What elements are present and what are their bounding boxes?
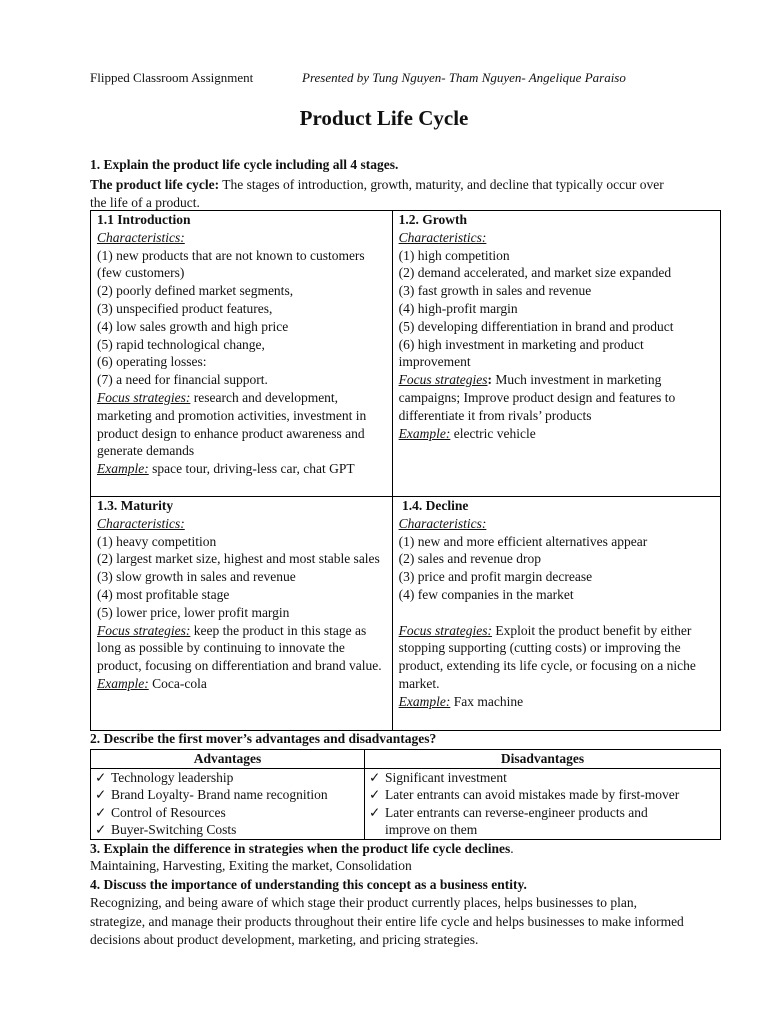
check-icon: ✓ [95, 822, 107, 837]
question-3-period: . [510, 841, 514, 856]
characteristic-item: (4) few companies in the market [398, 586, 574, 602]
characteristics-label: Characteristics: [398, 229, 487, 245]
check-icon: ✓ [95, 787, 107, 802]
check-icon: ✓ [369, 787, 381, 802]
characteristic-item: (4) most profitable stage [97, 586, 230, 602]
characteristic-item: (3) unspecified product features, [97, 300, 273, 316]
stage-title: 1.3. Maturity [97, 498, 174, 513]
focus-strategies [399, 622, 714, 693]
characteristic-item: (2) poorly defined market segments, [97, 283, 294, 299]
disadvantage-text: Later entrants can reverse-engineer products and [385, 804, 648, 820]
blank-line [399, 604, 714, 622]
stage-decline-cell [392, 497, 720, 731]
characteristics-label: Characteristics: [97, 229, 185, 245]
example [97, 675, 386, 693]
focus-label: Focus strategies: [97, 389, 191, 405]
advantage-item [95, 804, 360, 822]
stage-title: 1.2. Growth [398, 212, 467, 227]
characteristic-item: (5) developing differentiation in brand and product [398, 318, 674, 334]
stage-introduction-cell [91, 211, 393, 497]
example-label: Example: [97, 675, 149, 691]
check-icon: ✓ [369, 804, 381, 820]
question-2: 2. Describe the first mover’s advantages and disadvantages? [90, 731, 437, 746]
example-text: space tour, driving-less car, chat GPT [148, 461, 355, 477]
focus-label: Focus strategies: [398, 622, 492, 638]
example [399, 693, 714, 711]
characteristic-item: (5) rapid technological change, [97, 336, 265, 352]
advantage-text: Control of Resources [111, 804, 226, 820]
disadvantages-list [365, 768, 721, 839]
focus-strategies [97, 622, 386, 675]
characteristic-item: (6) operating losses: [97, 354, 207, 370]
advantage-item [95, 786, 360, 804]
example-text: electric vehicle [450, 425, 536, 441]
example-label: Example: [97, 461, 149, 477]
characteristic-item: (7) a need for financial support. [97, 372, 268, 388]
example [97, 460, 386, 478]
focus-label: Focus strategies: [97, 622, 191, 638]
focus-strategies [97, 389, 386, 460]
characteristic-item: (2) largest market size, highest and most stable sales [97, 551, 380, 567]
characteristic-item: (3) fast growth in sales and revenue [398, 283, 592, 299]
plc-definition [90, 176, 680, 212]
focus-text: Much investment in marketing campaigns; Improve product design and features to differentiate it from rivals’ products [398, 372, 676, 423]
focus-text: research and development, marketing and promotion activities, investment in product design to enhance product awareness and generate demands [97, 389, 367, 459]
focus-label: Focus strategies [398, 372, 488, 388]
advantage-text: Brand Loyalty- Brand name recognition [111, 787, 328, 802]
stage-maturity-cell [91, 497, 393, 731]
characteristic-item: (2) sales and revenue drop [398, 551, 542, 567]
question-3 [90, 841, 514, 857]
disadvantage-text: Significant investment [385, 769, 507, 785]
assignment-label: Flipped Classroom Assignment [90, 70, 254, 85]
question-4: 4. Discuss the importance of understanding this concept as a business entity. [90, 877, 527, 892]
check-icon: ✓ [95, 804, 107, 820]
answer-4: Recognizing, and being aware of which stage their product currently places, helps businesses to plan, strategize, and manage their products throughout their entire life cycle and helps businesses to make informed decisions about product development, marketing, and pricing strategies. [90, 895, 684, 947]
example-text: Coca-cola [148, 675, 207, 691]
characteristic-item: (1) new and more efficient alternatives appear [398, 533, 648, 549]
stage-title: 1.4. Decline [398, 498, 469, 513]
page-title: Product Life Cycle [299, 106, 469, 130]
plc-definition-text: The stages of introduction, growth, maturity, and decline that typically occur over the life of a product. [90, 177, 664, 210]
question-1: 1. Explain the product life cycle including all 4 stages. [90, 157, 399, 172]
example [399, 425, 714, 443]
advantages-header: Advantages [91, 750, 365, 769]
focus-colon: : [487, 372, 492, 388]
disadvantage-continuation: improve on them [385, 822, 478, 837]
characteristic-item: (1) new products that are not known to customers (few customers) [97, 247, 365, 281]
disadvantage-item [369, 786, 716, 804]
characteristic-item: (1) high competition [398, 247, 510, 263]
disadvantage-item [369, 769, 716, 787]
question-3-text: 3. Explain the difference in strategies when the product life cycle declines [90, 841, 511, 856]
characteristic-item: (3) slow growth in sales and revenue [97, 569, 296, 585]
example-label: Example: [398, 425, 451, 441]
focus-text: Exploit the product benefit by either stopping supporting (cutting costs) or improving the product, extending its life cycle, or focusing on a niche market. [398, 622, 696, 691]
characteristic-item: (2) demand accelerated, and market size expanded [398, 265, 672, 281]
advantage-item [95, 769, 360, 787]
advantage-text: Technology leadership [111, 769, 234, 785]
presenters-label: Presented by Tung Nguyen- Tham Nguyen- Angelique Paraiso [302, 70, 626, 85]
check-icon: ✓ [95, 769, 107, 785]
first-mover-table [90, 749, 721, 840]
characteristics-label: Characteristics: [398, 515, 487, 531]
characteristic-item: (3) price and profit margin decrease [398, 569, 593, 585]
advantage-item [95, 821, 360, 839]
focus-text: keep the product in this stage as long as possible by continuing to innovate the product, focusing on differentiation and brand value. [97, 622, 382, 674]
characteristic-item: (4) high-profit margin [398, 300, 518, 316]
stage-title: 1.1 Introduction [97, 212, 191, 227]
characteristics-label: Characteristics: [97, 515, 185, 531]
disadvantage-text: Later entrants can avoid mistakes made by first-mover [385, 787, 680, 802]
check-icon: ✓ [369, 769, 381, 785]
characteristic-item: (4) low sales growth and high price [97, 318, 289, 334]
stage-growth-cell [392, 211, 720, 497]
disadvantage-item [369, 804, 716, 822]
stages-table [90, 210, 721, 731]
advantages-list [91, 768, 365, 839]
characteristic-item: (6) high investment in marketing and product improvement [398, 336, 644, 370]
focus-strategies [399, 371, 714, 424]
disadvantages-header: Disadvantages [365, 750, 721, 769]
example-label: Example: [398, 693, 451, 709]
example-text: Fax machine [450, 693, 524, 709]
advantage-text: Buyer-Switching Costs [111, 822, 237, 837]
plc-definition-label: The product life cycle: [90, 177, 220, 192]
characteristic-item: (5) lower price, lower profit margin [97, 604, 290, 620]
characteristic-item: (1) heavy competition [97, 533, 217, 549]
answer-3: Maintaining, Harvesting, Exiting the market, Consolidation [90, 858, 412, 873]
